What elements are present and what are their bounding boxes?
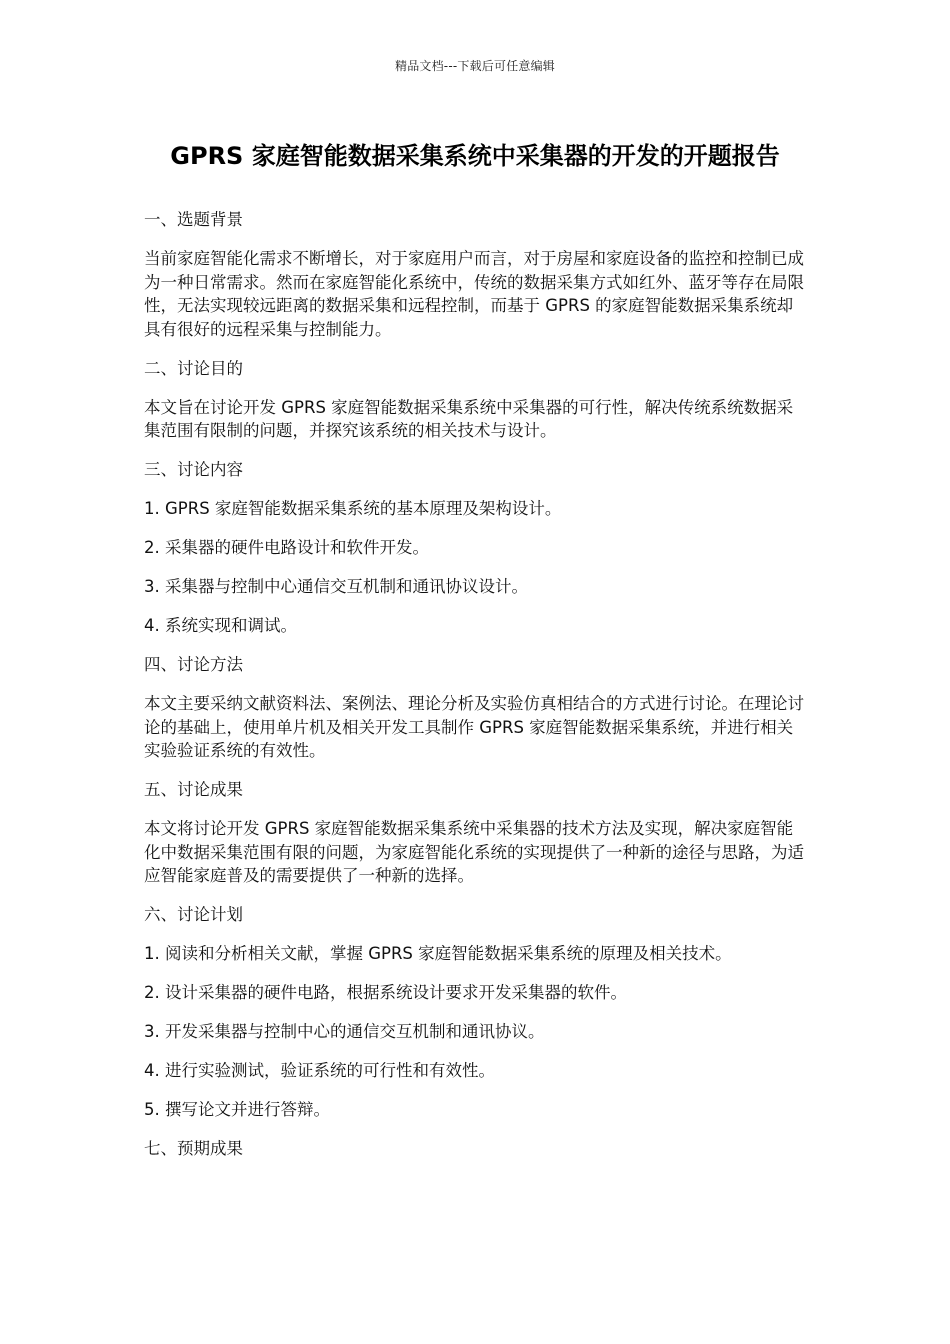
section-heading-background: 一、选题背景 bbox=[144, 210, 243, 229]
section-heading-content: 三、讨论内容 bbox=[144, 460, 243, 479]
header-note: 精品文档---下载后可任意编辑 bbox=[395, 59, 555, 73]
list-item-content: 4. 系统实现和调试。 bbox=[144, 616, 297, 635]
paragraph-results: 本文将讨论开发 GPRS 家庭智能数据采集系统中采集器的技术方法及实现，解决家庭智能化中数据采集范围有限的问题，为家庭智能化系统的实现提供了一种新的途径与思路，为适应智能家庭普及的需要提供了一种新的选择。 bbox=[144, 819, 804, 885]
list-item-plan: 1. 阅读和分析相关文献，掌握 GPRS 家庭智能数据采集系统的原理及相关技术。 bbox=[144, 944, 732, 963]
section-heading-purpose: 二、讨论目的 bbox=[144, 358, 243, 378]
section-heading-results: 五、讨论成果 bbox=[144, 780, 243, 799]
paragraph-background: 当前家庭智能化需求不断增长，对于家庭用户而言，对于房屋和家庭设备的监控和控制已成为一种日常需求。然而在家庭智能化系统中，传统的数据采集方式如红外、蓝牙等存在局限性，无法实现较远距离的数据采集和远程控制，而基于 GPRS 的家庭智能数据采集系统却具有很好的远程采集与控制能力。 bbox=[144, 249, 804, 339]
document-title: GPRS 家庭智能数据采集系统中采集器的开发的开题报告 bbox=[170, 142, 780, 170]
paragraph-purpose: 本文旨在讨论开发 GPRS 家庭智能数据采集系统中采集器的可行性，解决传统系统数据采集范围有限制的问题，并探究该系统的相关技术与设计。 bbox=[144, 397, 794, 440]
document-body bbox=[144, 208, 806, 1176]
section-heading-plan: 六、讨论计划 bbox=[144, 905, 243, 924]
paragraph-method: 本文主要采纳文献资料法、案例法、理论分析及实验仿真相结合的方式进行讨论。在理论讨论的基础上，使用单片机及相关开发工具制作 GPRS 家庭智能数据采集系统，并进行相关实验验证系统的有效性。 bbox=[144, 694, 804, 760]
section-heading-expected: 七、预期成果 bbox=[144, 1139, 243, 1158]
list-item-plan: 2. 设计采集器的硬件电路，根据系统设计要求开发采集器的软件。 bbox=[144, 983, 627, 1002]
list-item-content: 3. 采集器与控制中心通信交互机制和通讯协议设计。 bbox=[144, 577, 528, 596]
list-item-content: 2. 采集器的硬件电路设计和软件开发。 bbox=[144, 538, 429, 557]
list-item-content: 1. GPRS 家庭智能数据采集系统的基本原理及架构设计。 bbox=[144, 499, 562, 518]
list-item-plan: 4. 进行实验测试，验证系统的可行性和有效性。 bbox=[144, 1061, 495, 1080]
section-heading-method: 四、讨论方法 bbox=[144, 655, 243, 674]
list-item-plan: 5. 撰写论文并进行答辩。 bbox=[144, 1100, 330, 1119]
list-item-plan: 3. 开发采集器与控制中心的通信交互机制和通讯协议。 bbox=[144, 1022, 545, 1041]
